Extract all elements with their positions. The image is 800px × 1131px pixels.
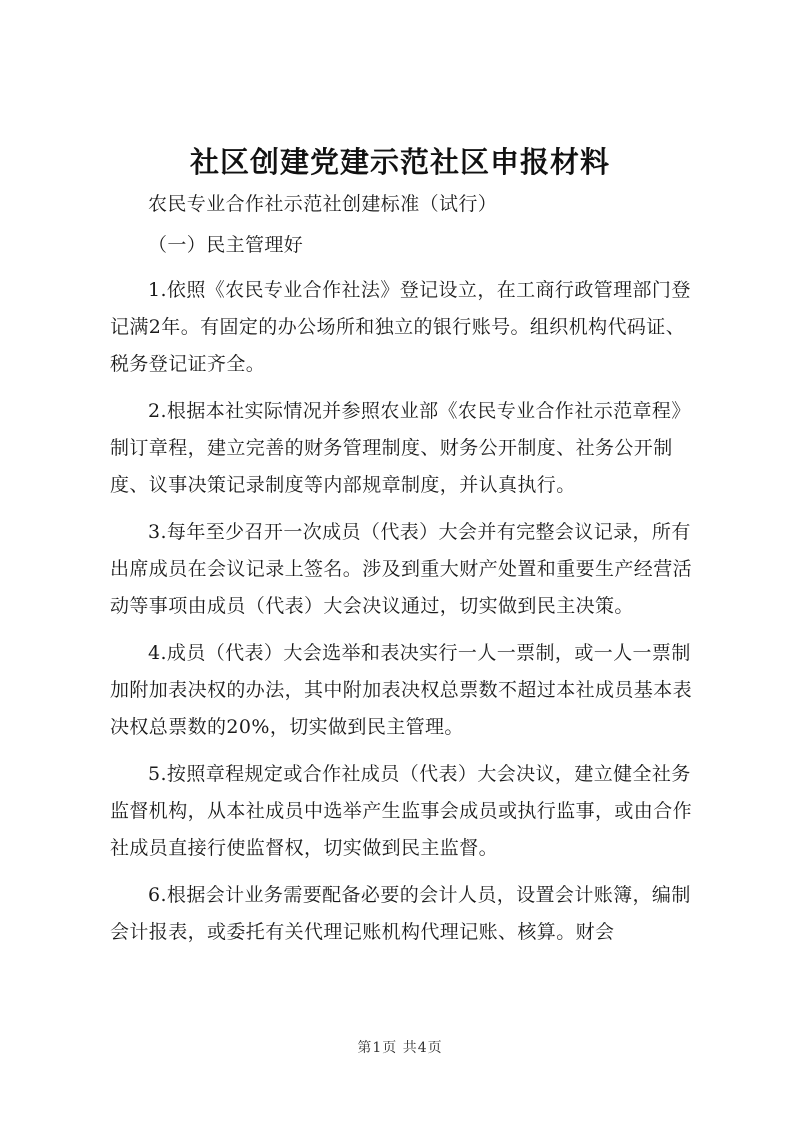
paragraph-6: 6.根据会计业务需要配备必要的会计人员，设置会计账簿，编制会计报表，或委托有关代理记账机构代理记账、核算。财会	[110, 884, 691, 943]
paragraph-1: 1.依照《农民专业合作社法》登记设立，在工商行政管理部门登记满2年。有固定的办公场所和独立的银行账号。组织机构代码证、税务登记证齐全。	[110, 279, 691, 375]
section-heading: （一）民主管理好	[148, 234, 304, 256]
document-subtitle: 农民专业合作社示范社创建标准（试行）	[148, 193, 498, 215]
page-footer: 第1页 共4页	[357, 1040, 443, 1056]
paragraph-5: 5.按照章程规定或合作社成员（代表）大会决议，建立健全社务监督机构，从本社成员中选举产生监事会成员或执行监事，或由合作社成员直接行使监督权，切实做到民主监督。	[110, 763, 693, 859]
document-body	[110, 186, 702, 961]
paragraph-4: 4.成员（代表）大会选举和表决实行一人一票制，或一人一票制加附加表决权的办法，其中附加表决权总票数不超过本社成员基本表决权总票数的20%，切实做到民主管理。	[110, 642, 693, 738]
paragraph-3: 3.每年至少召开一次成员（代表）大会并有完整会议记录，所有出席成员在会议记录上签名。涉及到重大财产处置和重要生产经营活动等事项由成员（代表）大会决议通过，切实做到民主决策。	[110, 521, 693, 617]
paragraph-2: 2.根据本社实际情况并参照农业部《农民专业合作社示范章程》制订章程，建立完善的财务管理制度、财务公开制度、社务公开制度、议事决策记录制度等内部规章制度，并认真执行。	[110, 400, 691, 496]
document-title: 社区创建党建示范社区申报材料	[189, 145, 610, 179]
